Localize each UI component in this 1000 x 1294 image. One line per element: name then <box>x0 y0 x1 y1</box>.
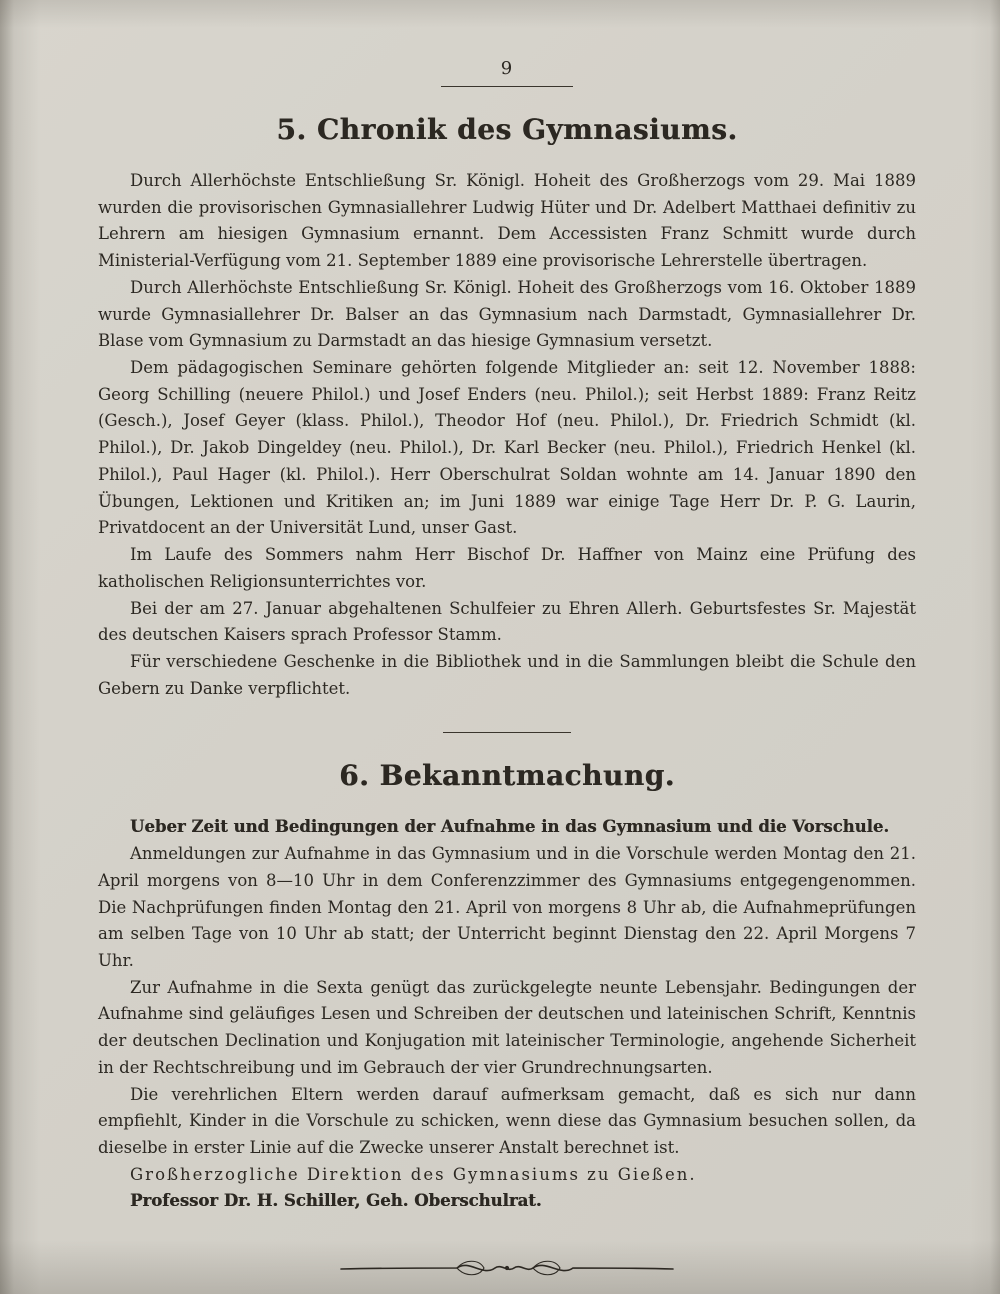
section5-paragraph: Für verschiedene Geschenke in die Bibliothek und in die Sammlungen bleibt die Schule den Gebern zu Danke verpflichtet. <box>98 651 916 698</box>
section6-paragraph: Anmeldungen zur Aufnahme in das Gymnasium und in die Vorschule werden Montag den 21. April morgens von 8—10 Uhr in dem Conferenzzimmer des Gymnasiums entgegengenommen. Die Nachprüfungen finden Montag den 21. April von morgens 8 Uhr ab, die Aufnahmeprüfungen am selben Tage von 10 Uhr ab statt; der Unterricht beginnt Dienstag den 22. April Morgens 7 Uhr. <box>98 844 916 970</box>
closing-line: Großherzogliche Direktion des Gymnasiums zu Gießen. <box>130 1164 697 1184</box>
section5-paragraph: Im Laufe des Sommers nahm Herr Bischof Dr. Haffner von Mainz eine Prüfung des katholischen Religionsunterrichtes vor. <box>98 545 916 591</box>
flourish-block <box>98 1255 916 1285</box>
section6-body <box>98 814 916 1215</box>
section6-paragraph: Zur Aufnahme in die Sexta genügt das zurückgelegte neunte Lebensjahr. Bedingungen der Aufnahme sind geläufiges Lesen und Schreiben der deutschen und lateinischen Schrift, Kenntnis der deutschen Declination und Konjugation mit lateinischer Terminologie, angehende Sicherheit in der Rechtschreibung und im Gebrauch der vier Grundrechnungsarten. <box>98 977 916 1077</box>
section5-paragraph: Bei der am 27. Januar abgehaltenen Schulfeier zu Ehren Allerh. Geburtsfestes Sr. Majestät des deutschen Kaisers sprach Professor Stamm. <box>98 598 916 645</box>
page-number-rule <box>441 86 573 87</box>
section5-title: 5. Chronik des Gymnasiums. <box>276 113 738 146</box>
section6-title: 6. Bekanntmachung. <box>339 759 675 793</box>
section5-paragraph: Dem pädagogischen Seminare gehörten folgende Mitglieder an: seit 12. November 1888: Georg Schilling (neuere Philol.) und Josef Enders (neu. Philol.); seit Herbst 1889: Franz Reitz (Gesch.), Josef Geyer (klass. Philol.), Theodor Hof (neu. Philol.), Dr. Friedrich Schmidt (kl. Philol.), Dr. Jakob Dingeldey (neu. Philol.), Dr. Karl Becker (neu. Philol.), Friedrich Henkel (kl. Philol.), Paul Hager (kl. Philol.). Herr Oberschulrat Soldan wohnte am 14. Januar 1890 den Übungen, Lektionen und Kritiken an; im Juni 1889 war einige Tage Herr Dr. P. G. Laurin, Privatdocent an der Universität Lund, unser Gast. <box>98 358 916 538</box>
section5-body <box>98 168 916 702</box>
signature-line: Professor Dr. H. Schiller, Geh. Oberschulrat. <box>130 1191 542 1211</box>
flourish-ornament <box>337 1255 677 1281</box>
section6-paragraph: Die verehrlichen Eltern werden darauf aufmerksam gemacht, daß es sich nur dann empfiehlt, Kinder in die Vorschule zu schicken, wenn diese das Gymnasium besuchen sollen, da dieselbe in erster Linie auf die Zwecke unserer Anstalt berechnet ist. <box>98 1084 916 1157</box>
section5-paragraph: Durch Allerhöchste Entschließung Sr. Königl. Hoheit des Großherzogs vom 29. Mai 1889 wurden die provisorischen Gymnasiallehrer Ludwig Hüter und Dr. Adelbert Matthaei definitiv zu Lehrern am hiesigen Gymnasium ernannt. Dem Accessisten Franz Schmitt wurde durch Ministerial-Verfügung vom 21. September 1889 eine provisorische Lehrerstelle übertragen. <box>98 171 916 271</box>
section5-paragraph: Durch Allerhöchste Entschließung Sr. Königl. Hoheit des Großherzogs vom 16. Oktober 1889 wurde Gymnasiallehrer Dr. Balser an das Gymnasium nach Darmstadt, Gymnasiallehrer Dr. Blase vom Gymnasium zu Darmstadt an das hiesige Gymnasium versetzt. <box>98 277 916 351</box>
section-divider-rule <box>443 732 571 733</box>
page-number-block <box>98 58 916 87</box>
page-number: 9 <box>500 58 514 79</box>
section6-subtitle: Ueber Zeit und Bedingungen der Aufnahme in das Gymnasium und die Vorschule. <box>130 817 890 837</box>
